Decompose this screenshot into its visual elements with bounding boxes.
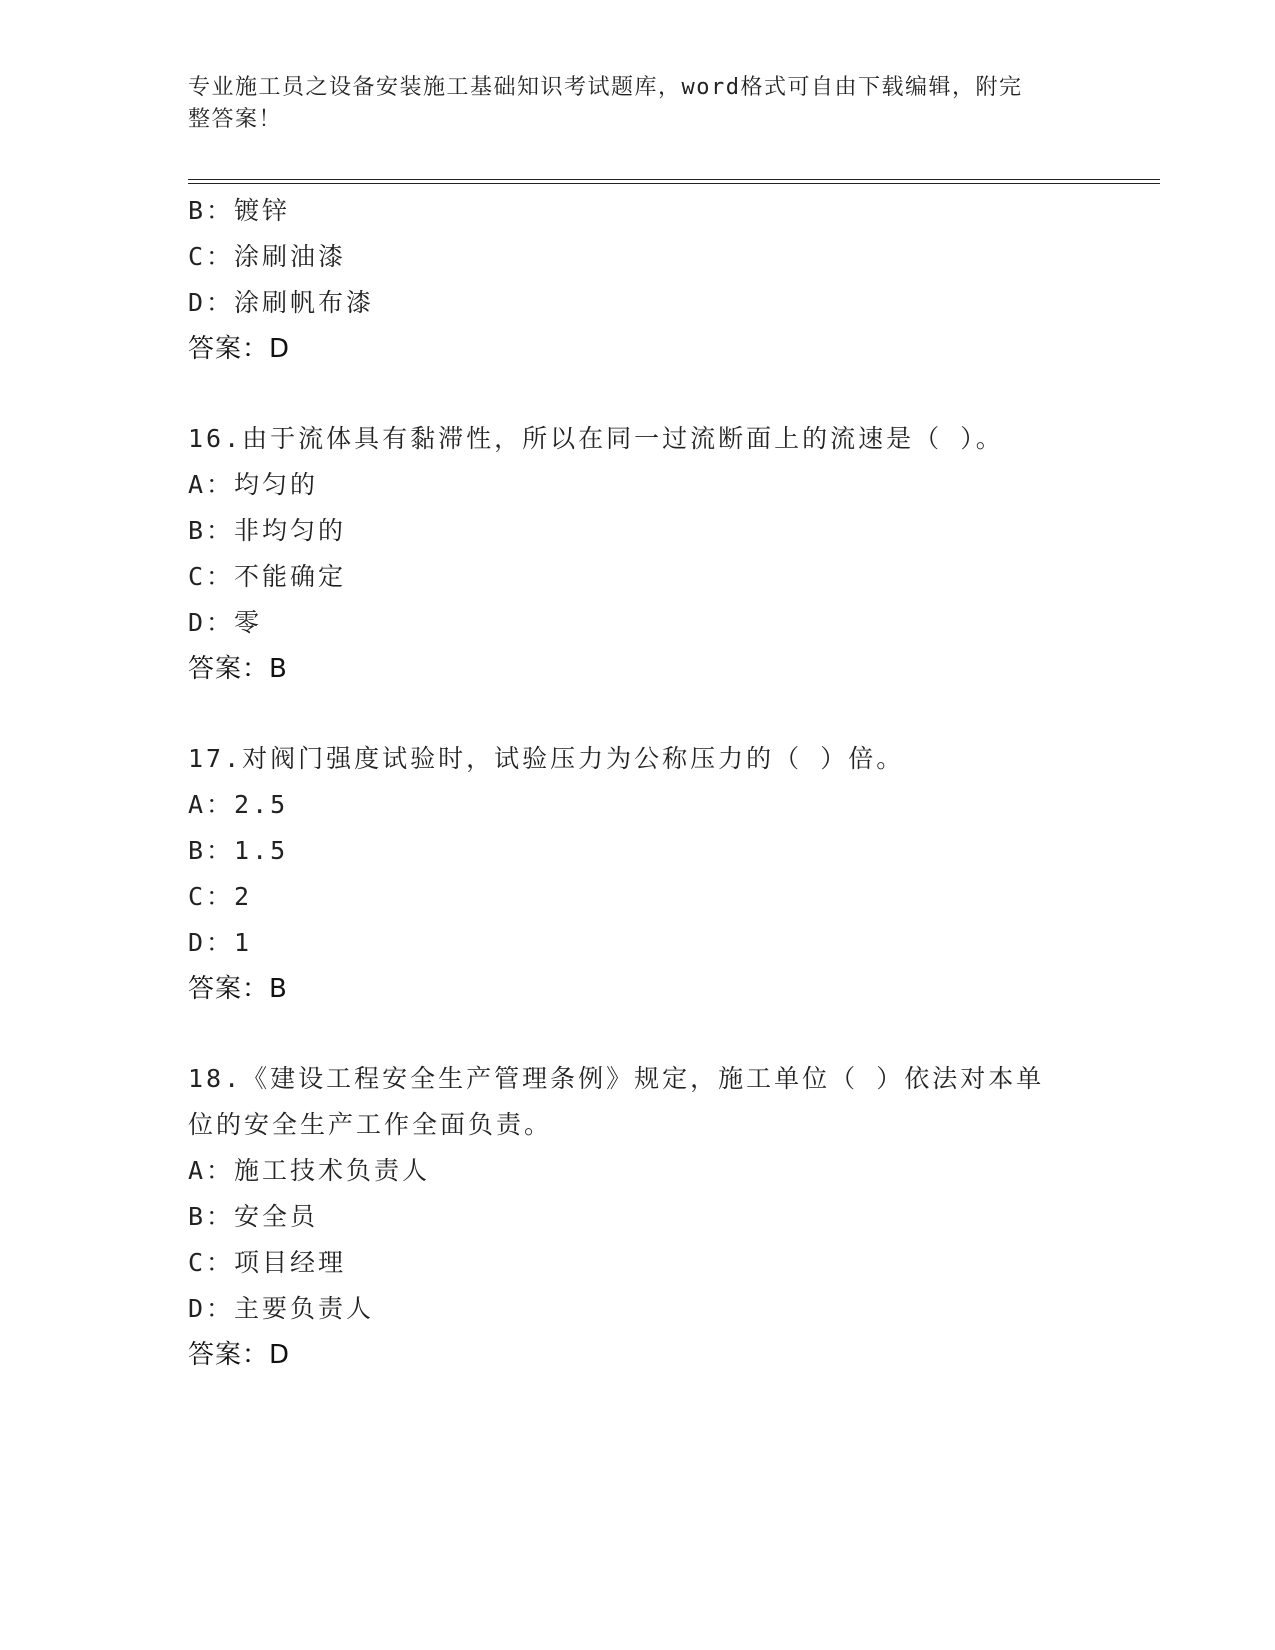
- header-text-line-2: 整答案！: [188, 107, 283, 132]
- option-c: C：2: [188, 882, 253, 911]
- option-b: B：安全员: [188, 1202, 319, 1231]
- option-b: B：镀锌: [188, 196, 291, 225]
- answer-label: 答案：B: [188, 974, 288, 1004]
- question-block-18: [188, 1056, 1148, 1378]
- question-block-17: [188, 736, 1148, 1012]
- option-a: A：施工技术负责人: [188, 1156, 431, 1185]
- option-d: D：零: [188, 608, 263, 637]
- document-header: [188, 72, 1068, 136]
- block-spacer: [188, 692, 1148, 736]
- question-text: 17.对阀门强度试验时，试验压力为公称压力的（ ）倍。: [188, 744, 905, 773]
- option-d: D：主要负责人: [188, 1294, 375, 1323]
- question-block-16: [188, 416, 1148, 692]
- answer-label: 答案：D: [188, 334, 291, 364]
- option-c: C：不能确定: [188, 562, 347, 591]
- option-c: C：项目经理: [188, 1248, 347, 1277]
- option-a: A：2.5: [188, 790, 289, 819]
- header-text-line-1: 专业施工员之设备安装施工基础知识考试题库，word格式可自由下载编辑，附完: [188, 75, 1023, 100]
- block-spacer: [188, 1012, 1148, 1056]
- answer-label: 答案：B: [188, 654, 288, 684]
- question-text: 18.《建设工程安全生产管理条例》规定，施工单位（ ）依法对本单位的安全生产工作全面负责。: [188, 1064, 1045, 1139]
- option-d: D：1: [188, 928, 253, 957]
- question-text: 16.由于流体具有黏滞性，所以在同一过流断面上的流速是（ ）。: [188, 424, 1004, 453]
- option-b: B：1.5: [188, 836, 289, 865]
- option-b: B：非均匀的: [188, 516, 347, 545]
- block-spacer: [188, 372, 1148, 416]
- option-a: A：均匀的: [188, 470, 319, 499]
- question-list: [188, 188, 1148, 1378]
- header-divider-bottom: [188, 183, 1160, 184]
- option-d: D：涂刷帆布漆: [188, 288, 375, 317]
- question-block-15: [188, 188, 1148, 372]
- header-divider-top: [188, 179, 1160, 180]
- answer-label: 答案：D: [188, 1340, 291, 1370]
- option-c: C：涂刷油漆: [188, 242, 347, 271]
